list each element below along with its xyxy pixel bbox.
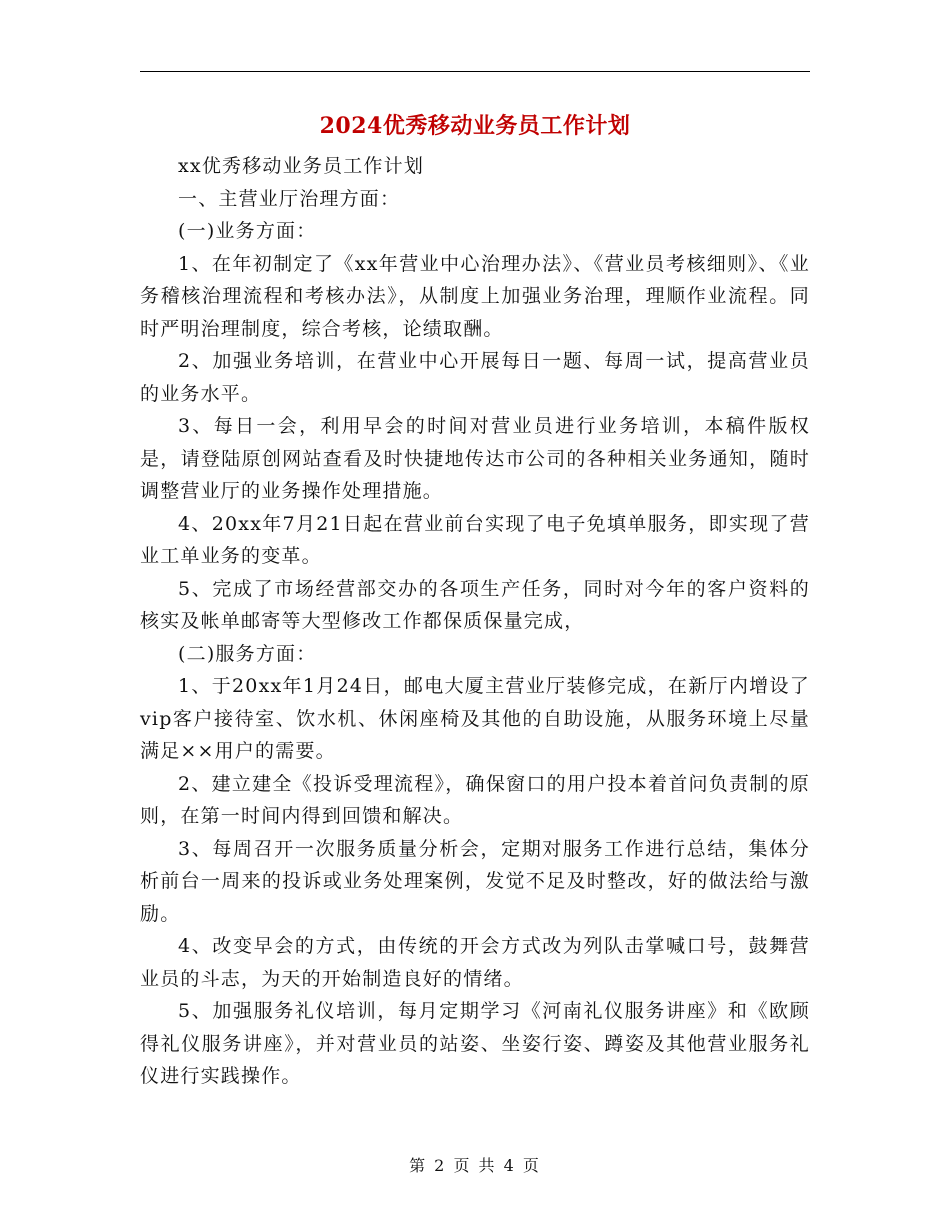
paragraph: 3、每日一会，利用早会的时间对营业员进行业务培训，本稿件版权是，请登陆原创网站查看及时快捷地传达市公司的各种相关业务通知，随时调整营业厅的业务操作处理措施。: [140, 415, 810, 502]
paragraph: 5、完成了市场经营部交办的各项生产任务，同时对今年的客户资料的核实及帐单邮寄等大型修改工作都保质保量完成，: [140, 577, 810, 632]
document-body: [140, 150, 810, 1093]
paragraph: 2、建立建全《投诉受理流程》，确保窗口的用户投本着首问负责制的原则，在第一时间内得到回馈和解决。: [140, 772, 810, 827]
paragraph: xx优秀移动业务员工作计划: [178, 155, 425, 177]
page-number: 第 2 页 共 4 页: [409, 1156, 541, 1175]
paragraph: (一)业务方面：: [178, 220, 317, 242]
paragraph: 4、20xx年7月21日起在营业前台实现了电子免填单服务，即实现了营业工单业务的变革。: [140, 512, 810, 567]
paragraph: 1、于20xx年1月24日，邮电大厦主营业厅装修完成，在新厅内增设了vip客户接待室、饮水机、休闲座椅及其他的自助设施，从服务环境上尽量满足××用户的需要。: [140, 675, 810, 762]
header-rule: [140, 71, 810, 72]
paragraph: 1、在年初制定了《xx年营业中心治理办法》、《营业员考核细则》、《业务稽核治理流程和考核办法》，从制度上加强业务治理，理顺作业流程。同时严明治理制度，综合考核，论绩取酬。: [140, 252, 810, 340]
paragraph: 4、改变早会的方式，由传统的开会方式改为列队击掌喊口号，鼓舞营业员的斗志，为天的开始制造良好的情绪。: [140, 935, 810, 990]
paragraph: 3、每周召开一次服务质量分析会，定期对服务工作进行总结，集体分析前台一周来的投诉或业务处理案例，发觉不足及时整改，好的做法给与激励。: [140, 837, 810, 925]
paragraph: 一、主营业厅治理方面：: [178, 187, 401, 210]
document-title: 2024优秀移动业务员工作计划: [319, 113, 631, 139]
paragraph: 5、加强服务礼仪培训，每月定期学习《河南礼仪服务讲座》和《欧顾得礼仪服务讲座》，并对营业员的站姿、坐姿行姿、蹲姿及其他营业服务礼仪进行实践操作。: [140, 1000, 810, 1087]
paragraph: (二)服务方面：: [178, 642, 317, 665]
paragraph: 2、加强业务培训，在营业中心开展每日一题、每周一试，提高营业员的业务水平。: [140, 350, 810, 405]
